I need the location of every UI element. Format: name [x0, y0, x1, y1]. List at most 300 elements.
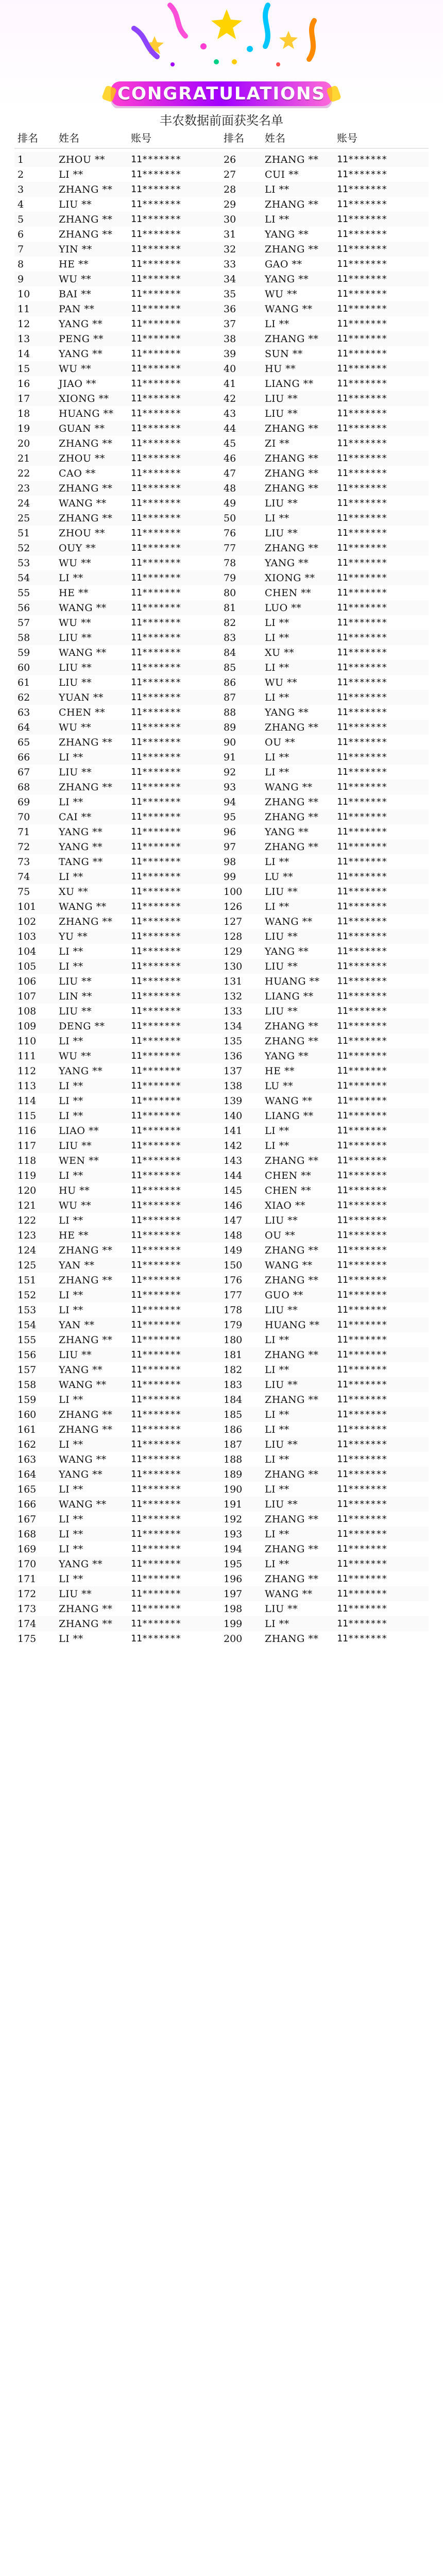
- rank-cell: 144: [224, 1170, 243, 1181]
- account-cell: 11*******: [337, 498, 387, 509]
- table-row: [14, 1377, 429, 1392]
- account-cell: 11*******: [131, 1290, 181, 1300]
- account-cell: 11*******: [131, 1260, 181, 1270]
- account-cell: 11*******: [337, 274, 387, 284]
- account-cell: 11*******: [131, 602, 181, 613]
- account-cell: 11*******: [337, 916, 387, 927]
- table-row: [14, 406, 429, 421]
- account-cell: 11*******: [337, 184, 387, 195]
- name-cell: HUANG **: [265, 1319, 320, 1331]
- rank-cell: 174: [18, 1618, 37, 1630]
- account-cell: 11*******: [337, 961, 387, 972]
- account-cell: 11*******: [337, 946, 387, 957]
- table-header: [14, 130, 429, 149]
- name-cell: YANG **: [59, 1065, 103, 1077]
- name-cell: PENG **: [59, 333, 104, 345]
- account-cell: 11*******: [337, 1319, 387, 1330]
- account-cell: 11*******: [337, 513, 387, 523]
- rank-cell: 126: [224, 901, 243, 912]
- rank-cell: 110: [18, 1035, 37, 1047]
- rank-cell: 196: [224, 1573, 243, 1585]
- rank-cell: 124: [18, 1244, 37, 1256]
- account-cell: 11*******: [131, 752, 181, 762]
- rank-cell: 19: [18, 422, 30, 434]
- rank-cell: 171: [18, 1573, 37, 1585]
- table-row: [14, 1556, 429, 1571]
- table-row: [14, 839, 429, 854]
- account-cell: 11*******: [337, 677, 387, 688]
- rank-cell: 164: [18, 1468, 37, 1480]
- name-cell: ZHANG **: [59, 1409, 113, 1420]
- table-row: [14, 794, 429, 809]
- name-cell: ZHANG **: [59, 1274, 113, 1286]
- rank-cell: 168: [18, 1528, 37, 1540]
- rank-cell: 73: [18, 856, 30, 868]
- name-cell: LI **: [59, 796, 83, 808]
- account-cell: 11*******: [131, 348, 181, 359]
- name-cell: YANG **: [265, 706, 309, 718]
- account-cell: 11*******: [131, 1230, 181, 1241]
- account-cell: 11*******: [131, 1573, 181, 1584]
- rank-cell: 160: [18, 1409, 37, 1420]
- rank-cell: 3: [18, 183, 24, 195]
- name-cell: ZHANG **: [265, 1633, 319, 1645]
- account-cell: 11*******: [131, 1110, 181, 1121]
- account-cell: 11*******: [337, 303, 387, 314]
- table-row: [14, 1317, 429, 1332]
- name-cell: ZHANG **: [59, 183, 113, 195]
- table-row: [14, 1019, 429, 1033]
- table-row: [14, 585, 429, 600]
- rank-cell: 143: [224, 1155, 243, 1166]
- col-name-2: 姓名: [265, 132, 285, 144]
- table-row: [14, 391, 429, 406]
- account-cell: 11*******: [337, 348, 387, 359]
- account-cell: 11*******: [337, 1469, 387, 1480]
- rank-cell: 136: [224, 1050, 243, 1062]
- account-cell: 11*******: [337, 1155, 387, 1166]
- name-cell: TANG **: [59, 856, 103, 868]
- table-row: [14, 750, 429, 765]
- account-cell: 11*******: [337, 1095, 387, 1106]
- account-cell: 11*******: [131, 1499, 181, 1510]
- account-cell: 11*******: [337, 737, 387, 748]
- account-cell: 11*******: [131, 1080, 181, 1091]
- table-row: [14, 1601, 429, 1616]
- name-cell: XIONG **: [59, 393, 109, 404]
- rank-cell: 141: [224, 1125, 243, 1137]
- name-cell: YANG **: [265, 945, 309, 957]
- table-row: [14, 884, 429, 899]
- rank-cell: 175: [18, 1633, 37, 1645]
- rank-cell: 140: [224, 1110, 243, 1122]
- rank-cell: 152: [18, 1289, 37, 1301]
- rank-cell: 80: [224, 587, 236, 599]
- account-cell: 11*******: [131, 289, 181, 299]
- account-cell: 11*******: [131, 1319, 181, 1330]
- name-cell: LI **: [265, 183, 289, 195]
- name-cell: LUO **: [265, 602, 302, 614]
- col-name-1: 姓名: [59, 132, 79, 144]
- account-cell: 11*******: [337, 289, 387, 299]
- rank-cell: 49: [224, 497, 236, 509]
- name-cell: LU **: [265, 1080, 294, 1092]
- name-cell: GUO **: [265, 1289, 303, 1301]
- table-row: [14, 421, 429, 436]
- name-cell: LU **: [265, 871, 294, 883]
- account-cell: 11*******: [337, 841, 387, 852]
- rank-cell: 177: [224, 1289, 243, 1301]
- rank-cell: 95: [224, 811, 236, 823]
- account-cell: 11*******: [131, 901, 181, 912]
- rank-cell: 132: [224, 990, 243, 1002]
- account-cell: 11*******: [337, 1215, 387, 1226]
- name-cell: LI **: [59, 1095, 83, 1107]
- rank-cell: 105: [18, 960, 37, 972]
- table-row: [14, 1138, 429, 1153]
- account-cell: 11*******: [337, 333, 387, 344]
- account-cell: 11*******: [337, 796, 387, 807]
- table-row: [14, 1347, 429, 1362]
- name-cell: LI **: [265, 213, 289, 225]
- name-cell: ZHANG **: [59, 781, 113, 793]
- account-cell: 11*******: [131, 483, 181, 494]
- name-cell: HE **: [265, 1065, 295, 1077]
- rank-cell: 120: [18, 1184, 37, 1196]
- rank-cell: 157: [18, 1364, 37, 1376]
- table-row: [14, 197, 429, 212]
- name-cell: LI **: [265, 632, 289, 643]
- rank-cell: 21: [18, 452, 30, 464]
- rank-cell: 172: [18, 1588, 37, 1600]
- table-row: [14, 1033, 429, 1048]
- table-row: [14, 182, 429, 197]
- name-cell: XU **: [265, 647, 295, 658]
- rank-cell: 178: [224, 1304, 243, 1316]
- name-cell: ZHANG **: [265, 796, 319, 808]
- name-cell: ZHANG **: [59, 1618, 113, 1630]
- name-cell: LI **: [59, 1394, 83, 1405]
- table-row: [14, 944, 429, 959]
- rank-cell: 53: [18, 557, 30, 569]
- account-cell: 11*******: [337, 647, 387, 658]
- table-row: [14, 376, 429, 391]
- name-cell: ZHANG **: [59, 1603, 113, 1615]
- rank-cell: 118: [18, 1155, 37, 1166]
- account-cell: 11*******: [337, 1394, 387, 1405]
- rank-cell: 125: [18, 1259, 37, 1271]
- rank-cell: 94: [224, 796, 236, 808]
- account-cell: 11*******: [131, 1245, 181, 1256]
- account-cell: 11*******: [337, 453, 387, 464]
- rank-cell: 98: [224, 856, 236, 868]
- account-cell: 11*******: [131, 1065, 181, 1076]
- account-cell: 11*******: [337, 423, 387, 434]
- name-cell: WANG **: [265, 781, 313, 793]
- rank-cell: 14: [18, 348, 30, 360]
- account-cell: 11*******: [337, 1036, 387, 1046]
- rank-cell: 29: [224, 198, 236, 210]
- rank-cell: 191: [224, 1498, 243, 1510]
- name-cell: LI **: [59, 1170, 83, 1181]
- name-cell: YAN **: [59, 1319, 95, 1331]
- rank-cell: 90: [224, 736, 236, 748]
- table-row: [14, 615, 429, 630]
- account-cell: 11*******: [337, 408, 387, 419]
- rank-cell: 197: [224, 1588, 243, 1600]
- name-cell: ZHANG **: [59, 1423, 113, 1435]
- rank-cell: 26: [224, 154, 236, 165]
- rank-cell: 195: [224, 1558, 243, 1570]
- table-row: [14, 1153, 429, 1168]
- table-row: [14, 1467, 429, 1482]
- account-cell: 11*******: [337, 826, 387, 837]
- account-cell: 11*******: [337, 1140, 387, 1151]
- rank-cell: 35: [224, 288, 236, 300]
- account-cell: 11*******: [131, 1454, 181, 1465]
- rank-cell: 114: [18, 1095, 37, 1107]
- rank-cell: 48: [224, 482, 236, 494]
- rank-cell: 188: [224, 1453, 243, 1465]
- col-account-2: 账号: [337, 132, 357, 144]
- table-row: [14, 212, 429, 227]
- rank-cell: 87: [224, 691, 236, 703]
- account-cell: 11*******: [131, 468, 181, 479]
- rank-cell: 89: [224, 721, 236, 733]
- name-cell: ZHOU **: [59, 527, 105, 539]
- name-cell: ZHANG **: [265, 1349, 319, 1361]
- rank-cell: 58: [18, 632, 30, 643]
- name-cell: ZI **: [265, 437, 290, 449]
- account-cell: 11*******: [337, 229, 387, 240]
- account-cell: 11*******: [337, 856, 387, 867]
- account-cell: 11*******: [131, 1125, 181, 1136]
- name-cell: LI **: [265, 1364, 289, 1376]
- confetti-dot: [247, 46, 253, 52]
- account-cell: 11*******: [131, 1379, 181, 1390]
- rank-cell: 71: [18, 826, 30, 838]
- rank-cell: 68: [18, 781, 30, 793]
- rank-cell: 74: [18, 871, 30, 883]
- rank-cell: 52: [18, 542, 30, 554]
- name-cell: ZHANG **: [265, 1274, 319, 1286]
- account-cell: 11*******: [131, 1006, 181, 1016]
- account-cell: 11*******: [131, 557, 181, 568]
- rank-cell: 101: [18, 901, 37, 912]
- name-cell: WANG **: [265, 1588, 313, 1600]
- account-cell: 11*******: [337, 1006, 387, 1016]
- account-cell: 11*******: [337, 1170, 387, 1181]
- name-cell: JIAO **: [59, 378, 96, 389]
- table-row: [14, 466, 429, 481]
- name-cell: LIANG **: [265, 378, 314, 389]
- name-cell: LIU **: [59, 975, 92, 987]
- winners-table: [14, 130, 429, 1646]
- badge-text: CONGRATULATIONS: [117, 83, 326, 104]
- account-cell: 11*******: [131, 244, 181, 255]
- account-cell: 11*******: [337, 692, 387, 703]
- account-cell: 11*******: [131, 1334, 181, 1345]
- account-cell: 11*******: [337, 154, 387, 165]
- name-cell: LI **: [265, 318, 289, 330]
- account-cell: 11*******: [337, 1454, 387, 1465]
- rank-cell: 33: [224, 258, 236, 270]
- rank-cell: 16: [18, 378, 30, 389]
- rank-cell: 20: [18, 437, 30, 449]
- account-cell: 11*******: [337, 1275, 387, 1285]
- confetti-dot: [276, 62, 280, 66]
- table-row: [14, 765, 429, 779]
- account-cell: 11*******: [337, 259, 387, 269]
- account-cell: 11*******: [337, 617, 387, 628]
- name-cell: WANG **: [59, 1379, 107, 1391]
- account-cell: 11*******: [131, 1036, 181, 1046]
- account-cell: 11*******: [131, 1603, 181, 1614]
- name-cell: LIU **: [265, 960, 298, 972]
- rank-cell: 57: [18, 617, 30, 629]
- account-cell: 11*******: [131, 498, 181, 509]
- rank-cell: 170: [18, 1558, 37, 1570]
- account-cell: 11*******: [131, 1588, 181, 1599]
- name-cell: LI **: [265, 751, 289, 763]
- rank-cell: 8: [18, 258, 24, 270]
- account-cell: 11*******: [131, 318, 181, 329]
- name-cell: LI **: [59, 168, 83, 180]
- account-cell: 11*******: [131, 1409, 181, 1420]
- name-cell: YANG **: [59, 1468, 103, 1480]
- rank-cell: 189: [224, 1468, 243, 1480]
- rank-cell: 91: [224, 751, 236, 763]
- rank-cell: 64: [18, 721, 30, 733]
- account-cell: 11*******: [131, 378, 181, 389]
- rank-cell: 185: [224, 1409, 243, 1420]
- name-cell: WANG **: [59, 647, 107, 658]
- name-cell: ZHANG **: [265, 1513, 319, 1525]
- table-row: [14, 929, 429, 944]
- account-cell: 11*******: [337, 811, 387, 822]
- account-cell: 11*******: [131, 572, 181, 583]
- name-cell: LI **: [265, 1618, 289, 1630]
- rank-cell: 67: [18, 766, 30, 778]
- ribbon-decoration: [265, 5, 268, 46]
- account-cell: 11*******: [131, 1618, 181, 1629]
- name-cell: WU **: [265, 288, 298, 300]
- table-row: [14, 167, 429, 182]
- rank-cell: 79: [224, 572, 236, 584]
- name-cell: LIU **: [59, 766, 92, 778]
- name-cell: WANG **: [265, 1095, 313, 1107]
- name-cell: LIU **: [265, 527, 298, 539]
- rank-cell: 156: [18, 1349, 37, 1361]
- name-cell: LI **: [59, 1543, 83, 1555]
- table-row: [14, 1437, 429, 1452]
- rank-cell: 139: [224, 1095, 243, 1107]
- account-cell: 11*******: [337, 1125, 387, 1136]
- table-row: [14, 1407, 429, 1422]
- name-cell: DENG **: [59, 1020, 105, 1032]
- name-cell: YANG **: [59, 348, 103, 360]
- name-cell: ZHANG **: [265, 482, 319, 494]
- table-row: [14, 1571, 429, 1586]
- account-cell: 11*******: [131, 528, 181, 538]
- rank-cell: 187: [224, 1438, 243, 1450]
- name-cell: ZHANG **: [59, 736, 113, 748]
- name-cell: LI **: [59, 1035, 83, 1047]
- rank-cell: 7: [18, 243, 24, 255]
- name-cell: WANG **: [265, 916, 313, 927]
- name-cell: ZHANG **: [265, 1155, 319, 1166]
- account-cell: 11*******: [337, 1185, 387, 1196]
- table-row: [14, 1273, 429, 1287]
- table-row: [14, 1258, 429, 1273]
- account-cell: 11*******: [337, 1065, 387, 1076]
- name-cell: WU **: [59, 363, 92, 375]
- rank-cell: 167: [18, 1513, 37, 1525]
- table-row: [14, 854, 429, 869]
- header-banner: [0, 0, 443, 108]
- name-cell: LI **: [265, 662, 289, 673]
- account-cell: 11*******: [131, 707, 181, 718]
- account-cell: 11*******: [131, 1529, 181, 1539]
- name-cell: BAI **: [59, 288, 92, 300]
- name-cell: LI **: [59, 1513, 83, 1525]
- name-cell: HE **: [59, 587, 89, 599]
- account-cell: 11*******: [131, 1364, 181, 1375]
- name-cell: WANG **: [59, 901, 107, 912]
- account-cell: 11*******: [131, 363, 181, 374]
- name-cell: YANG **: [59, 841, 103, 853]
- name-cell: LIU **: [265, 497, 298, 509]
- account-cell: 11*******: [131, 229, 181, 240]
- rank-cell: 59: [18, 647, 30, 658]
- rank-cell: 192: [224, 1513, 243, 1525]
- name-cell: LI **: [265, 1125, 289, 1137]
- table-row: [14, 242, 429, 257]
- rank-cell: 104: [18, 945, 37, 957]
- rank-cell: 173: [18, 1603, 37, 1615]
- name-cell: LI **: [265, 1483, 289, 1495]
- account-cell: 11*******: [131, 154, 181, 165]
- rank-cell: 65: [18, 736, 30, 748]
- name-cell: WU **: [59, 1199, 92, 1211]
- rank-cell: 119: [18, 1170, 37, 1181]
- account-cell: 11*******: [337, 378, 387, 389]
- name-cell: LI **: [265, 856, 289, 868]
- rank-cell: 145: [224, 1184, 243, 1196]
- rank-cell: 27: [224, 168, 236, 180]
- name-cell: LI **: [59, 1483, 83, 1495]
- name-cell: LI **: [265, 1334, 289, 1346]
- rank-cell: 162: [18, 1438, 37, 1450]
- rank-cell: 1: [18, 154, 24, 165]
- rank-cell: 111: [18, 1050, 37, 1062]
- name-cell: ZHANG **: [265, 1394, 319, 1405]
- name-cell: LI **: [59, 1304, 83, 1316]
- name-cell: YANG **: [265, 1050, 309, 1062]
- rank-cell: 86: [224, 676, 236, 688]
- name-cell: YANG **: [59, 318, 103, 330]
- account-cell: 11*******: [131, 811, 181, 822]
- name-cell: YAN **: [59, 1259, 95, 1271]
- name-cell: LIU **: [59, 1588, 92, 1600]
- name-cell: LI **: [59, 1110, 83, 1122]
- rank-cell: 113: [18, 1080, 37, 1092]
- rank-cell: 133: [224, 1005, 243, 1017]
- account-cell: 11*******: [337, 707, 387, 718]
- table-row: [14, 1243, 429, 1258]
- name-cell: XIAO **: [265, 1199, 305, 1211]
- account-cell: 11*******: [131, 1155, 181, 1166]
